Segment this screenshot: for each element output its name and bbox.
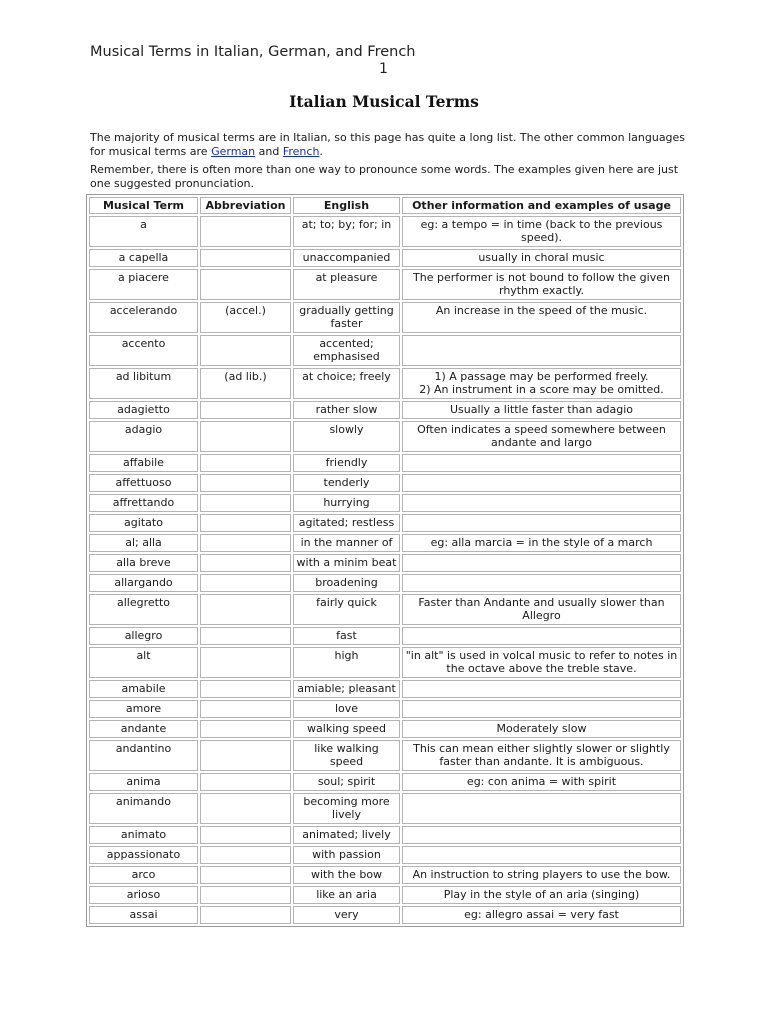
table-row [89, 740, 681, 771]
term-cell: assai [89, 906, 198, 924]
term-cell: amabile [89, 680, 198, 698]
info-cell: eg: allegro assai = very fast [402, 906, 681, 924]
term-cell: anima [89, 773, 198, 791]
table-body [89, 216, 681, 924]
abbreviation-cell [200, 574, 291, 592]
table-row [89, 554, 681, 572]
english-cell: walking speed [293, 720, 400, 738]
table-row [89, 421, 681, 452]
english-cell: fast [293, 627, 400, 645]
info-cell [402, 554, 681, 572]
table-row [89, 302, 681, 333]
table-row [89, 720, 681, 738]
info-cell: eg: alla marcia = in the style of a march [402, 534, 681, 552]
english-cell: at; to; by; for; in [293, 216, 400, 247]
term-cell: affrettando [89, 494, 198, 512]
term-cell: accelerando [89, 302, 198, 333]
abbreviation-cell [200, 906, 291, 924]
info-cell: Usually a little faster than adagio [402, 401, 681, 419]
table-row [89, 494, 681, 512]
column-header-english: English [293, 197, 400, 214]
info-cell: Faster than Andante and usually slower than Allegro [402, 594, 681, 625]
info-cell: The performer is not bound to follow the given rhythm exactly. [402, 269, 681, 300]
info-cell: Moderately slow [402, 720, 681, 738]
term-cell: accento [89, 335, 198, 366]
column-header-abbreviation: Abbreviation [200, 197, 291, 214]
table-row [89, 368, 681, 399]
info-cell: An instruction to string players to use the bow. [402, 866, 681, 884]
table-row [89, 534, 681, 552]
english-cell: rather slow [293, 401, 400, 419]
table-row [89, 627, 681, 645]
english-cell: fairly quick [293, 594, 400, 625]
page-number: 1 [379, 61, 388, 77]
english-cell: like an aria [293, 886, 400, 904]
running-header-title: Musical Terms in Italian, German, and French [90, 44, 416, 60]
abbreviation-cell [200, 826, 291, 844]
table-row [89, 454, 681, 472]
info-cell: eg: a tempo = in time (back to the previous speed). [402, 216, 681, 247]
term-cell: a capella [89, 249, 198, 267]
english-cell: amiable; pleasant [293, 680, 400, 698]
info-cell: This can mean either slightly slower or slightly faster than andante. It is ambiguous. [402, 740, 681, 771]
table-row [89, 846, 681, 864]
table-row [89, 773, 681, 791]
term-cell: affettuoso [89, 474, 198, 492]
english-cell: very [293, 906, 400, 924]
term-cell: amore [89, 700, 198, 718]
abbreviation-cell [200, 494, 291, 512]
english-cell: agitated; restless [293, 514, 400, 532]
abbreviation-cell [200, 700, 291, 718]
english-cell: becoming more lively [293, 793, 400, 824]
info-cell [402, 700, 681, 718]
term-cell: a [89, 216, 198, 247]
abbreviation-cell: (ad lib.) [200, 368, 291, 399]
abbreviation-cell [200, 249, 291, 267]
term-cell: affabile [89, 454, 198, 472]
info-cell: "in alt" is used in volcal music to refer to notes in the octave above the treble stave. [402, 647, 681, 678]
column-header-info: Other information and examples of usage [402, 197, 681, 214]
english-cell: broadening [293, 574, 400, 592]
english-cell: soul; spirit [293, 773, 400, 791]
english-cell: unaccompanied [293, 249, 400, 267]
info-cell: Often indicates a speed somewhere between andante and largo [402, 421, 681, 452]
info-cell [402, 793, 681, 824]
table-row [89, 335, 681, 366]
table-row [89, 401, 681, 419]
french-link[interactable]: French [282, 144, 320, 158]
info-line: 2) An instrument in a score may be omitted. [419, 383, 664, 396]
column-header-term: Musical Term [89, 197, 198, 214]
info-cell: usually in choral music [402, 249, 681, 267]
info-cell [402, 627, 681, 645]
abbreviation-cell [200, 454, 291, 472]
table-row [89, 826, 681, 844]
english-cell: love [293, 700, 400, 718]
table-row [89, 216, 681, 247]
abbreviation-cell [200, 514, 291, 532]
table-row [89, 886, 681, 904]
english-cell: tenderly [293, 474, 400, 492]
term-cell: a piacere [89, 269, 198, 300]
table-row [89, 700, 681, 718]
info-line: 1) A passage may be performed freely. [434, 370, 649, 383]
table-row [89, 793, 681, 824]
term-cell: animato [89, 826, 198, 844]
info-cell: Play in the style of an aria (singing) [402, 886, 681, 904]
abbreviation-cell [200, 474, 291, 492]
info-cell [402, 335, 681, 366]
english-cell: at pleasure [293, 269, 400, 300]
term-cell: andante [89, 720, 198, 738]
term-cell: adagietto [89, 401, 198, 419]
table-row [89, 906, 681, 924]
english-cell: accented; emphasised [293, 335, 400, 366]
intro-period: . [319, 144, 323, 158]
abbreviation-cell [200, 627, 291, 645]
info-cell: An increase in the speed of the music. [402, 302, 681, 333]
term-cell: allegro [89, 627, 198, 645]
english-cell: with a minim beat [293, 554, 400, 572]
table-row [89, 269, 681, 300]
term-cell: appassionato [89, 846, 198, 864]
term-cell: animando [89, 793, 198, 824]
english-cell: gradually getting faster [293, 302, 400, 333]
english-cell: hurrying [293, 494, 400, 512]
term-cell: andantino [89, 740, 198, 771]
german-link[interactable]: German [211, 144, 256, 158]
term-cell: allegretto [89, 594, 198, 625]
english-cell: friendly [293, 454, 400, 472]
info-cell [402, 826, 681, 844]
term-cell: ad libitum [89, 368, 198, 399]
abbreviation-cell [200, 846, 291, 864]
info-cell [402, 574, 681, 592]
abbreviation-cell [200, 335, 291, 366]
table-row [89, 594, 681, 625]
info-cell: eg: con anima = with spirit [402, 773, 681, 791]
term-cell: alt [89, 647, 198, 678]
table-row [89, 647, 681, 678]
intro-conjunction: and [255, 144, 283, 158]
abbreviation-cell [200, 680, 291, 698]
info-cell [402, 514, 681, 532]
english-cell: slowly [293, 421, 400, 452]
page-title: Italian Musical Terms [289, 92, 479, 111]
abbreviation-cell [200, 793, 291, 824]
term-cell: alla breve [89, 554, 198, 572]
english-cell: high [293, 647, 400, 678]
table-row [89, 574, 681, 592]
info-cell [402, 846, 681, 864]
abbreviation-cell [200, 554, 291, 572]
info-cell [402, 494, 681, 512]
term-cell: agitato [89, 514, 198, 532]
abbreviation-cell [200, 886, 291, 904]
pronunciation-note: Remember, there is often more than one way to pronounce some words. The examples given here are just one suggested pronunciation. [90, 163, 679, 190]
english-cell: animated; lively [293, 826, 400, 844]
term-cell: al; alla [89, 534, 198, 552]
intro-paragraph [90, 131, 690, 158]
table-row [89, 680, 681, 698]
abbreviation-cell [200, 866, 291, 884]
table-row [89, 866, 681, 884]
abbreviation-cell [200, 401, 291, 419]
english-cell: in the manner of [293, 534, 400, 552]
abbreviation-cell [200, 534, 291, 552]
english-cell: with the bow [293, 866, 400, 884]
term-cell: adagio [89, 421, 198, 452]
abbreviation-cell [200, 720, 291, 738]
english-cell: at choice; freely [293, 368, 400, 399]
info-cell [402, 368, 681, 399]
abbreviation-cell: (accel.) [200, 302, 291, 333]
english-cell: like walking speed [293, 740, 400, 771]
table-row [89, 474, 681, 492]
term-cell: allargando [89, 574, 198, 592]
abbreviation-cell [200, 594, 291, 625]
term-cell: arioso [89, 886, 198, 904]
abbreviation-cell [200, 421, 291, 452]
intro-text: The majority of musical terms are in Italian, so this page has quite a long list. The other common languages for musical terms are [90, 131, 686, 158]
abbreviation-cell [200, 269, 291, 300]
musical-terms-table [86, 194, 684, 927]
abbreviation-cell [200, 216, 291, 247]
abbreviation-cell [200, 647, 291, 678]
table-header-row [89, 197, 681, 214]
abbreviation-cell [200, 773, 291, 791]
abbreviation-cell [200, 740, 291, 771]
table-row [89, 514, 681, 532]
term-cell: arco [89, 866, 198, 884]
table-row [89, 249, 681, 267]
info-cell [402, 454, 681, 472]
info-cell [402, 680, 681, 698]
info-cell [402, 474, 681, 492]
english-cell: with passion [293, 846, 400, 864]
